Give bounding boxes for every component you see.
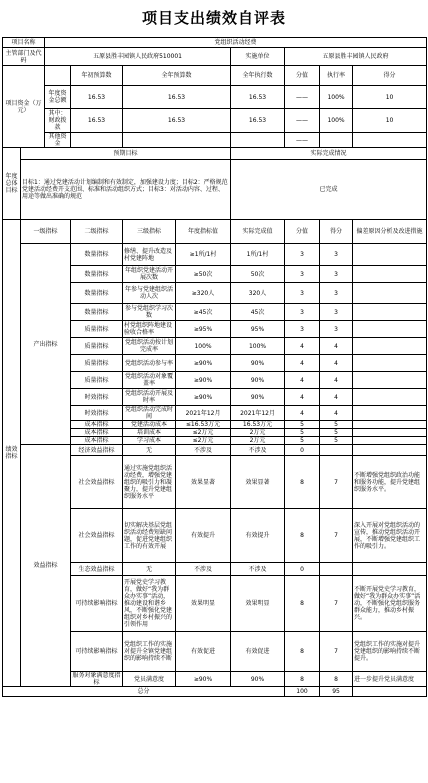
score-cell: 3 bbox=[285, 244, 320, 266]
target-cell: 有效提升 bbox=[176, 509, 231, 563]
level2-cell: 服务对象满意度指标 bbox=[72, 672, 121, 686]
actual-cell: 90% bbox=[231, 355, 285, 372]
score-cell: 5 bbox=[285, 429, 320, 437]
got-cell: 7 bbox=[320, 509, 353, 563]
note-cell: 党组织工作的实施对提升党建组织的影响持续不断提升。 bbox=[353, 632, 427, 672]
score-cell: 4 bbox=[285, 389, 320, 406]
target-cell: ≥320人 bbox=[176, 283, 231, 304]
funds-cell: —— bbox=[285, 86, 320, 109]
got-cell: 8 bbox=[320, 672, 353, 687]
level2-cell: 经济效益指标 bbox=[71, 445, 123, 456]
level3-cell: 党组织活动参与率 bbox=[123, 355, 176, 372]
project-name-label: 项目名称 bbox=[3, 38, 45, 48]
total-note bbox=[353, 687, 427, 697]
funds-header: 年初预算数 bbox=[71, 66, 123, 86]
perf-header: 二级指标 bbox=[71, 220, 123, 244]
note-cell: 不断开展党史学习教育，做好“我为群众办实事”活动，不断强化党组织服务群众能力，推动乡村振兴。 bbox=[353, 576, 427, 632]
score-cell: 4 bbox=[285, 372, 320, 389]
target-cell: ≥50次 bbox=[176, 266, 231, 283]
funds-cell: —— bbox=[285, 133, 320, 148]
actual-cell: 90% bbox=[231, 389, 285, 406]
actual-cell: 有效提升 bbox=[231, 509, 285, 563]
note-cell bbox=[353, 429, 427, 437]
target-cell: ≤2万元 bbox=[176, 437, 231, 445]
note-cell bbox=[353, 389, 427, 406]
funds-row-label: 年度资金总额 bbox=[45, 86, 71, 109]
score-cell: 3 bbox=[285, 321, 320, 338]
funds-cell: 16.53 bbox=[123, 86, 231, 109]
note-cell bbox=[353, 355, 427, 372]
actual-cell: 16.53万元 bbox=[231, 421, 285, 429]
actual-cell: 2万元 bbox=[231, 437, 285, 445]
funds-cell bbox=[320, 133, 353, 148]
actual-cell: 100% bbox=[231, 338, 285, 355]
actual-cell: 90% bbox=[231, 372, 285, 389]
level3-cell: 无 bbox=[123, 563, 176, 576]
note-cell bbox=[353, 372, 427, 389]
level2-cell: 可持续影响指标 bbox=[71, 632, 123, 672]
perf-header: 年度指标值 bbox=[176, 220, 231, 244]
note-cell bbox=[353, 321, 427, 338]
score-cell: 3 bbox=[285, 304, 320, 321]
got-cell: 3 bbox=[320, 304, 353, 321]
funds-header: 得分 bbox=[353, 66, 427, 86]
funds-cell: 16.53 bbox=[71, 86, 123, 109]
goal-actual-header: 实际完成情况 bbox=[231, 148, 427, 160]
level3-cell: 党组织活动对象覆盖率 bbox=[123, 372, 176, 389]
target-cell: ≤2万元 bbox=[176, 429, 231, 437]
level3-cell: 参与党组织学习次数 bbox=[123, 304, 176, 321]
got-cell bbox=[320, 563, 353, 576]
level3-cell: 党员满意度 bbox=[123, 672, 176, 687]
got-cell: 4 bbox=[320, 389, 353, 406]
got-cell: 4 bbox=[320, 372, 353, 389]
target-cell: ≥90% bbox=[176, 672, 231, 687]
level3-cell: 学习成本 bbox=[123, 437, 176, 445]
level3-cell: 党建活动成本 bbox=[123, 421, 176, 429]
perf-header: 偏差原因分析及改进措施 bbox=[353, 220, 427, 244]
target-cell: ≥1所/1村 bbox=[176, 244, 231, 266]
target-cell: ≤16.53万元 bbox=[176, 421, 231, 429]
note-cell bbox=[353, 437, 427, 445]
level2-cell: 质量指标 bbox=[71, 338, 123, 355]
score-cell: 4 bbox=[285, 355, 320, 372]
score-cell: 4 bbox=[285, 338, 320, 355]
funds-cell: 10 bbox=[353, 109, 427, 133]
got-cell: 5 bbox=[320, 429, 353, 437]
got-cell: 7 bbox=[320, 576, 353, 632]
level3-cell: 切实解决基层党组织活动经费短缺问题，促进党建组织工作的有效开展 bbox=[123, 509, 176, 563]
funds-cell: 16.53 bbox=[231, 109, 285, 133]
total-label: 总分 bbox=[3, 687, 285, 697]
funds-cell: 16.53 bbox=[123, 109, 231, 133]
target-cell: 不涉及 bbox=[176, 445, 231, 456]
got-cell: 3 bbox=[320, 266, 353, 283]
got-cell: 4 bbox=[320, 406, 353, 421]
project-name: 党组织活动经费 bbox=[45, 38, 427, 48]
target-cell: ≥90% bbox=[176, 372, 231, 389]
got-cell: 3 bbox=[320, 321, 353, 338]
score-cell: 8 bbox=[285, 576, 320, 632]
got-cell: 5 bbox=[320, 437, 353, 445]
note-cell: 进一步提升党员满意度 bbox=[353, 672, 427, 687]
funds-cell: 100% bbox=[320, 86, 353, 109]
perf-header: 分值 bbox=[285, 220, 320, 244]
score-cell: 3 bbox=[285, 266, 320, 283]
note-cell bbox=[353, 445, 427, 456]
funds-cell: —— bbox=[285, 109, 320, 133]
actual-cell: 效果显著 bbox=[231, 456, 285, 509]
note-cell: 深入开展对党组织活动的宣传，推动党组织活动开展，不断增强党建组织工作的吸引力。 bbox=[353, 509, 427, 563]
score-cell: 8 bbox=[285, 456, 320, 509]
level3-cell: 年参与党建组织活动人次 bbox=[123, 283, 176, 304]
note-cell bbox=[353, 304, 427, 321]
note-cell bbox=[353, 266, 427, 283]
level3-cell: 党组织工作的实施对提升全镇党建组织的影响持续不断 bbox=[123, 632, 176, 672]
funds-corner bbox=[45, 66, 71, 86]
level2-cell: 社会效益指标 bbox=[71, 509, 123, 563]
target-cell: 2021年12月 bbox=[176, 406, 231, 421]
level3-cell: 修缮、提升改造及村党建阵地 bbox=[123, 244, 176, 266]
score-cell: 4 bbox=[285, 406, 320, 421]
level3-cell: 开展党史学习教育，做好“我为群众办实事”活动，推动建设和谐乡风，不断强化党建组织对乡村振兴的引领作用 bbox=[123, 576, 176, 632]
form-title: 项目支出绩效自评表 bbox=[141, 9, 286, 27]
score-cell: 0 bbox=[285, 563, 320, 576]
actual-cell: 不涉及 bbox=[231, 563, 285, 576]
funds-cell bbox=[123, 133, 231, 148]
level3-cell: 年组织党建活动开展次数 bbox=[123, 266, 176, 283]
note-cell bbox=[353, 283, 427, 304]
actual-cell: 2021年12月 bbox=[231, 406, 285, 421]
note-cell bbox=[353, 421, 427, 429]
actual-cell: 有效促进 bbox=[231, 632, 285, 672]
total-got: 95 bbox=[320, 687, 353, 697]
target-cell: 不涉及 bbox=[176, 563, 231, 576]
actual-cell: 50次 bbox=[231, 266, 285, 283]
total-score: 100 bbox=[285, 687, 320, 697]
funds-cell: 16.53 bbox=[231, 86, 285, 109]
target-cell: 效果明显 bbox=[176, 576, 231, 632]
target-cell: ≥95% bbox=[176, 321, 231, 338]
perf-label: 绩效指标 bbox=[3, 220, 21, 687]
note-cell bbox=[353, 338, 427, 355]
funds-cell: 16.53 bbox=[71, 109, 123, 133]
funds-header: 全年预算数 bbox=[123, 66, 231, 86]
note-cell bbox=[353, 406, 427, 421]
actual-cell: 45次 bbox=[231, 304, 285, 321]
goal-expected-header: 预期目标 bbox=[21, 148, 231, 160]
unit-value: 五原县胜丰园镇人民政府 bbox=[285, 48, 427, 66]
actual-cell: 不涉及 bbox=[231, 445, 285, 456]
funds-row-label: 其他资金 bbox=[45, 133, 71, 148]
funds-label: 项目资金（万元） bbox=[3, 66, 45, 148]
level3-cell: 党组织活动完成时间 bbox=[123, 406, 176, 421]
dept-label: 主管部门及代码 bbox=[3, 48, 45, 66]
score-cell: 8 bbox=[285, 632, 320, 672]
level2-cell: 数量指标 bbox=[71, 283, 123, 304]
score-cell: 5 bbox=[285, 421, 320, 429]
effect-label: 效益指标 bbox=[21, 445, 71, 687]
actual-cell: 效果明显 bbox=[231, 576, 285, 632]
level3-cell: 通过实施党组织活动经费，增强党建组织的吸引力和凝聚力，提升党建组织服务水平 bbox=[123, 456, 176, 509]
dept-value: 五原县胜丰园镇人民政府510001 bbox=[45, 48, 231, 66]
target-cell: 效果显著 bbox=[176, 456, 231, 509]
level2-cell: 时效指标 bbox=[71, 406, 123, 421]
score-cell: 8 bbox=[285, 509, 320, 563]
level2-cell: 成本指标 bbox=[71, 437, 123, 445]
level2-cell: 成本指标 bbox=[71, 421, 123, 429]
funds-header: 执行率 bbox=[320, 66, 353, 86]
perf-header: 实际完成值 bbox=[231, 220, 285, 244]
funds-cell bbox=[71, 133, 123, 148]
funds-cell bbox=[231, 133, 285, 148]
level2-cell: 质量指标 bbox=[71, 321, 123, 338]
funds-row-label: 其中：财政拨款 bbox=[45, 109, 71, 133]
actual-cell: 95% bbox=[231, 321, 285, 338]
level3-cell: 村党组织阵地建设验收合格率 bbox=[123, 321, 176, 338]
level3-cell: 党组织活动按计划完成率 bbox=[123, 338, 176, 355]
level2-cell: 数量指标 bbox=[71, 244, 123, 266]
actual-cell: 320人 bbox=[231, 283, 285, 304]
score-cell: 0 bbox=[285, 445, 320, 456]
goal-expected: 目标1：通过党建活动计划编制和有效制定，加强建设力度；目标2：严格规范党建活动经费开支范围、标准和活动组织方式；目标3：对活动内容、过程、用途等做出准确的规范 bbox=[21, 160, 231, 220]
funds-header: 分值 bbox=[285, 66, 320, 86]
level2-cell: 社会效益指标 bbox=[71, 456, 123, 509]
goal-actual: 已完成 bbox=[231, 160, 427, 220]
funds-header: 全年执行数 bbox=[231, 66, 285, 86]
target-cell: ≥90% bbox=[176, 355, 231, 372]
evaluation-table bbox=[2, 37, 427, 697]
target-cell: ≥45次 bbox=[176, 304, 231, 321]
score-cell: 5 bbox=[285, 437, 320, 445]
funds-cell: 100% bbox=[320, 109, 353, 133]
funds-cell: 10 bbox=[353, 86, 427, 109]
level2-cell: 数量指标 bbox=[71, 266, 123, 283]
target-cell: ≥90% bbox=[176, 389, 231, 406]
level2-cell: 成本指标 bbox=[71, 429, 123, 437]
perf-header: 三级指标 bbox=[123, 220, 176, 244]
got-cell: 4 bbox=[320, 338, 353, 355]
got-cell: 3 bbox=[320, 283, 353, 304]
note-cell: 不断增强党组织政治功能和服务功能，提升党建组织服务水平。 bbox=[353, 456, 427, 509]
level2-cell: 质量指标 bbox=[71, 372, 123, 389]
got-cell: 7 bbox=[320, 632, 353, 672]
target-cell: 有效促进 bbox=[176, 632, 231, 672]
funds-cell bbox=[353, 133, 427, 148]
note-cell bbox=[353, 244, 427, 266]
level3-cell: 培训成本 bbox=[123, 429, 176, 437]
actual-cell: 90% bbox=[231, 672, 285, 687]
note-cell bbox=[353, 563, 427, 576]
got-cell: 4 bbox=[320, 355, 353, 372]
level3-cell: 党组织活动开展及时率 bbox=[123, 389, 176, 406]
level2-cell: 质量指标 bbox=[71, 355, 123, 372]
got-cell: 5 bbox=[320, 421, 353, 429]
level2-cell: 时效指标 bbox=[71, 389, 123, 406]
level2-cell: 可持续影响指标 bbox=[71, 576, 123, 632]
level3-cell: 无 bbox=[123, 445, 176, 456]
score-cell: 3 bbox=[285, 283, 320, 304]
actual-cell: 2万元 bbox=[231, 429, 285, 437]
perf-header: 得分 bbox=[320, 220, 353, 244]
goal-label: 年度总体目标 bbox=[3, 148, 21, 220]
actual-cell: 1所/1村 bbox=[231, 244, 285, 266]
got-cell: 3 bbox=[320, 244, 353, 266]
level2-cell: 生态效益指标 bbox=[71, 563, 123, 576]
got-cell bbox=[320, 445, 353, 456]
level2-cell: 数量指标 bbox=[71, 304, 123, 321]
score-cell: 8 bbox=[285, 672, 320, 687]
target-cell: 100% bbox=[176, 338, 231, 355]
perf-header: 一级指标 bbox=[21, 220, 71, 244]
output-label: 产出指标 bbox=[21, 244, 71, 445]
unit-label: 实施单位 bbox=[231, 48, 285, 66]
got-cell: 7 bbox=[320, 456, 353, 509]
